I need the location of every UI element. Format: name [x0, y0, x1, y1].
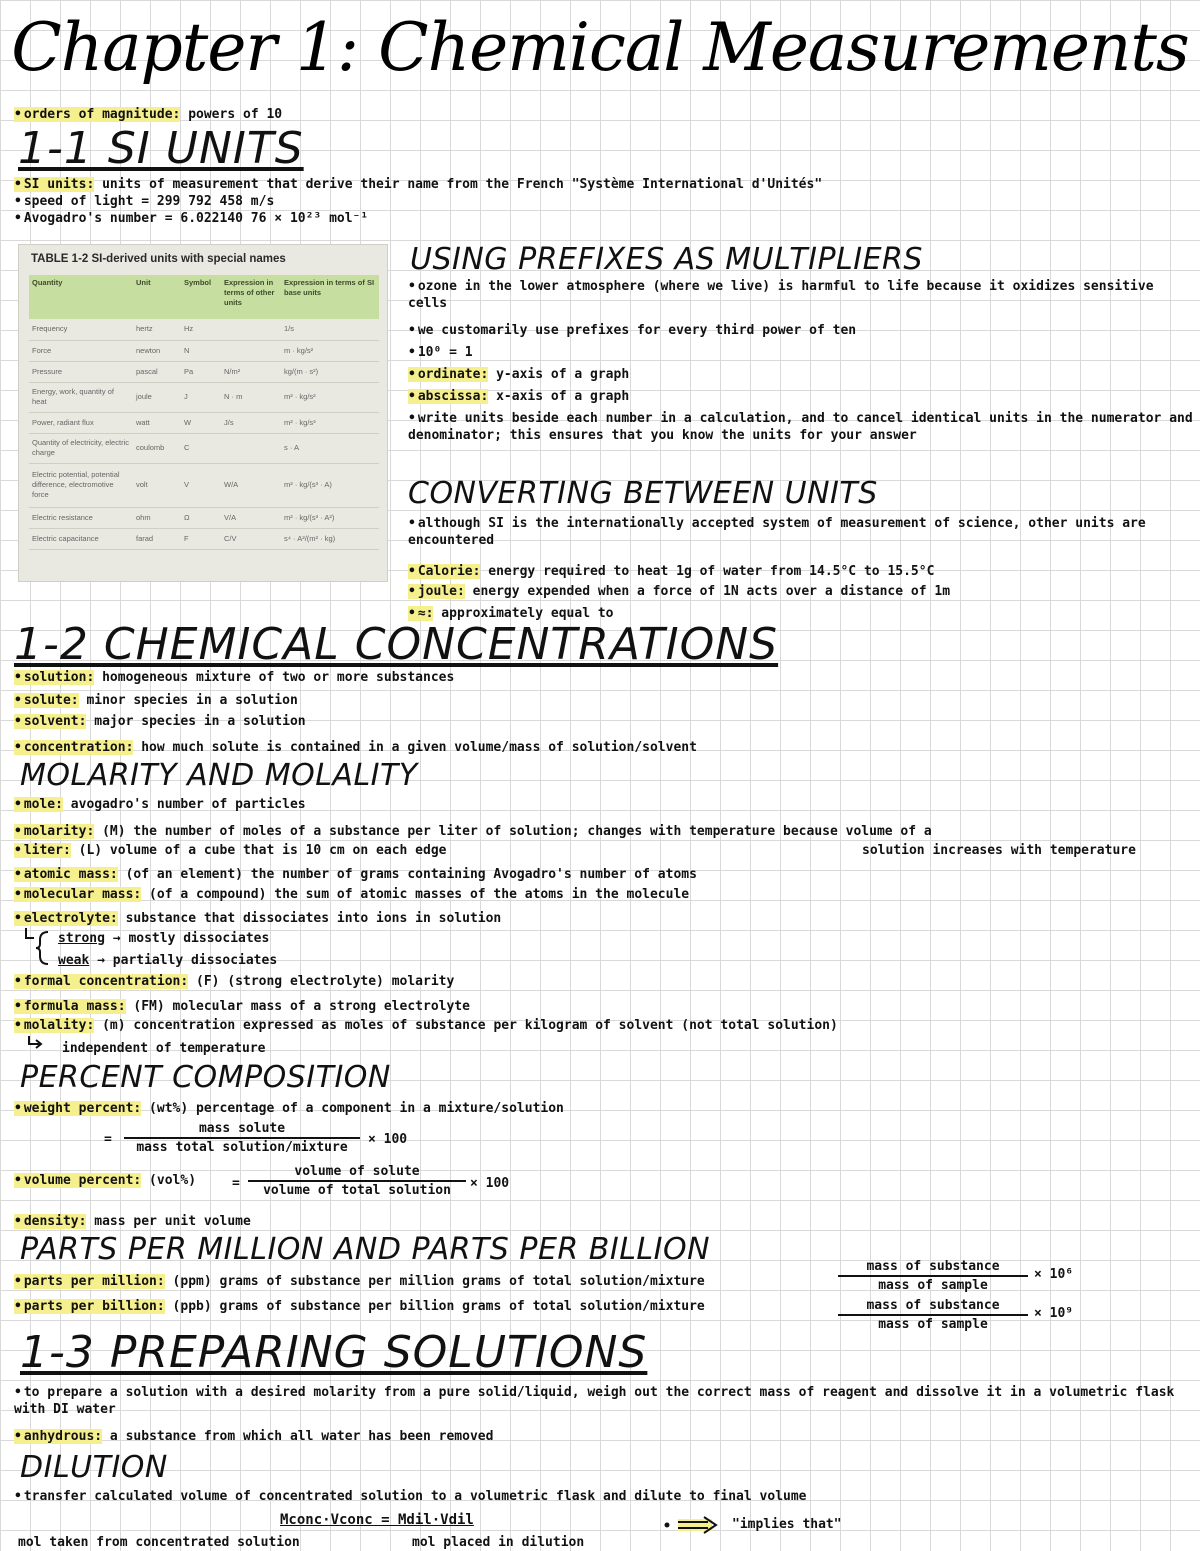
table-cell: m² · kg/s³ [281, 412, 379, 433]
note-term: • parts per million: [14, 1274, 165, 1289]
table-cell: m · kg/s² [281, 340, 379, 361]
note-text: (L) volume of a cube that is 10 cm on each edge [70, 843, 447, 858]
ppb-note [14, 1298, 705, 1315]
table-header: Quantity [29, 275, 133, 319]
note-text: approximately equal to [433, 606, 614, 621]
note-text: (M) the number of moles of a substance per liter of solution; changes with temperature because volume of a [94, 824, 932, 839]
note-text: powers of 10 [180, 107, 283, 122]
subsection-heading-ppm: PARTS PER MILLION AND PARTS PER BILLION [20, 1232, 711, 1267]
note-term: • density: [14, 1214, 86, 1229]
molarity-note [14, 886, 689, 903]
table-cell: C [181, 433, 221, 463]
prefix-note [408, 344, 473, 361]
section-heading-preparing-solutions: 1-3 PREPARING SOLUTIONS [20, 1327, 648, 1378]
table-cell: pascal [133, 361, 181, 382]
table-cell: ohm [133, 507, 181, 528]
si-derived-units-table [29, 275, 379, 550]
note-term [408, 323, 418, 338]
note-text: mass per unit volume [86, 1214, 251, 1229]
note-term [14, 1385, 24, 1400]
note-text: avogadro's number of particles [62, 797, 306, 812]
note-text: how much solute is contained in a given volume/mass of solution/solvent [133, 740, 697, 755]
note-text: although SI is the internationally accepted system of measurement of science, other units are encountered [408, 516, 1146, 548]
table-cell: Frequency [29, 319, 133, 340]
table-cell: W/A [221, 463, 281, 507]
section-heading-chemical-concentrations: 1-2 CHEMICAL CONCENTRATIONS [14, 619, 779, 670]
table-cell [221, 319, 281, 340]
table-cell: N · m [221, 382, 281, 412]
dilution-note [14, 1488, 807, 1505]
note-term [14, 1489, 24, 1504]
note-text: energy expended when a force of 1N acts over a distance of 1m [464, 584, 951, 599]
table-cell: Force [29, 340, 133, 361]
table-cell: N/m² [221, 361, 281, 382]
implies-arrow-icon [662, 1514, 726, 1536]
table-row [29, 507, 379, 528]
note-term: • molecular mass: [14, 887, 141, 902]
volume-percent-fraction [248, 1163, 466, 1199]
note-text: → partially dissociates [89, 953, 278, 968]
molarity-note [14, 823, 932, 840]
note-text: (ppb) grams of substance per billion grams of total solution/mixture [164, 1299, 705, 1314]
table-cell: Electric resistance [29, 507, 133, 528]
note-text: we customarily use prefixes for every third power of ten [417, 323, 857, 338]
fraction-denominator: mass total solution/mixture [124, 1137, 360, 1156]
table-cell: s⁴ · A²/(m² · kg) [281, 528, 379, 549]
note-term: • formula mass: [14, 999, 126, 1014]
note-text: y-axis of a graph [488, 367, 630, 382]
molarity-note [14, 973, 454, 990]
dilution-equation: Mconc·Vconc = Mdil·Vdil [280, 1512, 474, 1528]
table-cell: Hz [181, 319, 221, 340]
note-text: minor species in a solution [78, 693, 298, 708]
table-row [29, 340, 379, 361]
note-term: • joule: [408, 584, 465, 599]
molarity-note-continued [862, 842, 1136, 859]
molarity-note [14, 842, 446, 859]
note-term [408, 279, 418, 294]
table-cell: V [181, 463, 221, 507]
table-cell: kg/(m · s²) [281, 361, 379, 382]
prefix-note [408, 410, 1193, 444]
note-text: homogeneous mixture of two or more substances [94, 670, 455, 685]
subsection-heading-dilution: DILUTION [20, 1450, 168, 1485]
orders-of-magnitude-note [14, 106, 282, 123]
note-term [14, 194, 24, 209]
note-term: • anhydrous: [14, 1429, 102, 1444]
percent-note-volume [14, 1172, 196, 1189]
fraction-numerator: mass of substance [866, 1259, 1000, 1274]
concentration-note [14, 669, 454, 686]
note-text: units of measurement that derive their name from the French "Système International d'Unités" [94, 177, 823, 192]
molarity-note [14, 998, 470, 1015]
multiplier: × 100 [368, 1132, 408, 1147]
table-cell [221, 340, 281, 361]
note-term: • SI units: [14, 177, 94, 192]
table-cell: m² · kg/s² [281, 382, 379, 412]
note-text: major species in a solution [86, 714, 306, 729]
equals-sign: = [104, 1132, 112, 1147]
note-text: x-axis of a graph [488, 389, 630, 404]
si-note [14, 176, 822, 193]
table-row [29, 361, 379, 382]
table-row [29, 412, 379, 433]
table-cell: N [181, 340, 221, 361]
note-text: to prepare a solution with a desired molarity from a pure solid/liquid, weigh out the correct mass of reagent and dissolve it in a volumetric flask with DI water [14, 1385, 1175, 1417]
note-term: • concentration: [14, 740, 133, 755]
multiplier: × 10⁶ [1034, 1267, 1074, 1282]
table-row [29, 528, 379, 549]
table-cell: Ω [181, 507, 221, 528]
dilution-left-label: mol taken from concentrated solution [18, 1535, 300, 1550]
note-text: = 6.022140 76 × 10²³ mol⁻¹ [156, 211, 369, 226]
note-term: weak [58, 953, 90, 968]
note-term: strong [58, 931, 105, 946]
implies-note: "implies that" [732, 1517, 842, 1532]
note-term [408, 345, 418, 360]
prefix-note [408, 278, 1188, 312]
table-header: Unit [133, 275, 181, 319]
preparing-note [14, 1384, 1184, 1418]
concentration-note [14, 713, 306, 730]
note-text: (FM) molecular mass of a strong electrolyte [125, 999, 470, 1014]
sub-arrow-icon [26, 1034, 56, 1054]
table-row [29, 433, 379, 463]
note-text: speed of light = 299 792 458 m/s [23, 194, 275, 209]
note-text: (ppm) grams of substance per million grams of total solution/mixture [164, 1274, 705, 1289]
note-term: • atomic mass: [14, 867, 118, 882]
note-text: solution increases with temperature [862, 843, 1136, 858]
dilution-right-label: mol placed in dilution [412, 1535, 585, 1550]
note-text: energy required to heat 1g of water from 14.5°C to 15.5°C [480, 564, 935, 579]
note-text: transfer calculated volume of concentrated solution to a volumetric flask and dilute to final volume [23, 1489, 807, 1504]
note-term: • molality: [14, 1018, 94, 1033]
fraction-numerator: mass solute [198, 1121, 286, 1136]
note-text: (vol%) [141, 1173, 197, 1188]
subsection-heading-prefixes: USING PREFIXES AS MULTIPLIERS [410, 242, 923, 277]
table-cell: Quantity of electricity, electric charge [29, 433, 133, 463]
table-cell: newton [133, 340, 181, 361]
subsection-heading-converting: CONVERTING BETWEEN UNITS [408, 476, 878, 511]
si-note [14, 210, 368, 227]
subsection-heading-percent: PERCENT COMPOSITION [20, 1060, 391, 1095]
si-derived-units-table-photo [18, 244, 388, 582]
note-text: write units beside each number in a calculation, and to cancel identical units in the numerator and denominator; this ensures that you know the units for your answer [408, 411, 1193, 443]
converting-note [408, 563, 934, 580]
molarity-note [14, 796, 306, 813]
table-cell: J/s [221, 412, 281, 433]
molarity-note-weak [58, 952, 277, 969]
table-cell: hertz [133, 319, 181, 340]
table-cell: watt [133, 412, 181, 433]
note-term: • liter: [14, 843, 71, 858]
multiplier: × 100 [470, 1176, 510, 1191]
fraction-denominator: volume of total solution [248, 1180, 466, 1199]
table-row [29, 382, 379, 412]
note-term: • parts per billion: [14, 1299, 165, 1314]
percent-note-density [14, 1213, 251, 1230]
molarity-note [62, 1040, 266, 1057]
molarity-note [14, 1017, 838, 1034]
table-cell: Pressure [29, 361, 133, 382]
note-text: a substance from which all water has been removed [102, 1429, 494, 1444]
preparing-note [14, 1428, 493, 1445]
table-cell: J [181, 382, 221, 412]
note-text: (of a compound) the sum of atomic masses of the atoms in the molecule [141, 887, 690, 902]
table-cell: F [181, 528, 221, 549]
ppm-note [14, 1273, 705, 1290]
table-cell: Power, radiant flux [29, 412, 133, 433]
table-row [29, 463, 379, 507]
note-term: • solution: [14, 670, 94, 685]
note-term: • solvent: [14, 714, 86, 729]
prefix-note [408, 388, 629, 405]
prefix-note [408, 366, 629, 383]
table-cell: volt [133, 463, 181, 507]
page-title: Chapter 1: Chemical Measurements [11, 9, 1189, 86]
note-text: (wt%) percentage of a component in a mixture/solution [141, 1101, 564, 1116]
note-term: • molarity: [14, 824, 94, 839]
table-cell: s · A [281, 433, 379, 463]
note-term: • mole: [14, 797, 63, 812]
table-header: Expression in terms of SI base units [281, 275, 379, 319]
note-term: • electrolyte: [14, 911, 118, 926]
note-text: independent of temperature [62, 1041, 266, 1056]
note-term [408, 516, 418, 531]
note-term: • Avogadro's number [14, 211, 157, 226]
note-text: 10⁰ = 1 [417, 345, 473, 360]
si-note [14, 193, 274, 210]
concentration-note [14, 692, 298, 709]
table-row [29, 319, 379, 340]
table-cell: V/A [221, 507, 281, 528]
fraction-denominator: mass of sample [838, 1314, 1028, 1333]
table-header: Symbol [181, 275, 221, 319]
note-term: • weight percent: [14, 1101, 141, 1116]
converting-note [408, 515, 1178, 549]
table-cell: 1/s [281, 319, 379, 340]
table-cell: C/V [221, 528, 281, 549]
equals-sign: = [232, 1176, 240, 1191]
subsection-heading-molarity: MOLARITY AND MOLALITY [20, 758, 418, 793]
note-text: ozone in the lower atmosphere (where we live) is harmful to life because it oxidizes sensitive cells [408, 279, 1154, 311]
table-cell: m² · kg/(s³ · A) [281, 463, 379, 507]
note-term: • formal concentration: [14, 974, 188, 989]
ppm-fraction [838, 1258, 1028, 1294]
molarity-note-strong [58, 930, 269, 947]
fraction-numerator: volume of solute [294, 1164, 420, 1179]
note-term [408, 411, 418, 426]
note-text: (of an element) the number of grams containing Avogadro's number of atoms [117, 867, 697, 882]
concentration-note [14, 739, 697, 756]
prefix-note [408, 322, 856, 339]
table-cell [221, 433, 281, 463]
table-cell: m² · kg/(s³ · A²) [281, 507, 379, 528]
table-cell: coulomb [133, 433, 181, 463]
molarity-note [14, 866, 697, 883]
table-cell: W [181, 412, 221, 433]
table-cell: Energy, work, quantity of heat [29, 382, 133, 412]
note-term: • Calorie: [408, 564, 480, 579]
ppb-fraction [838, 1297, 1028, 1333]
table-header: Expression in terms of other units [221, 275, 281, 319]
note-term: • ordinate: [408, 367, 488, 382]
note-text: (F) (strong electrolyte) molarity [188, 974, 455, 989]
table-cell: Electric potential, potential difference, electromotive force [29, 463, 133, 507]
multiplier: × 10⁹ [1034, 1306, 1074, 1321]
note-term: • orders of magnitude: [14, 107, 180, 122]
table-cell: farad [133, 528, 181, 549]
note-term: • ≈: [408, 606, 433, 621]
weight-percent-fraction [124, 1120, 360, 1156]
table-caption: TABLE 1-2 SI-derived units with special names [31, 253, 286, 265]
converting-note [408, 583, 950, 600]
note-text: substance that dissociates into ions in solution [117, 911, 502, 926]
table-cell: Electric capacitance [29, 528, 133, 549]
fraction-denominator: mass of sample [838, 1275, 1028, 1294]
note-term: • volume percent: [14, 1173, 141, 1188]
note-text: (m) concentration expressed as moles of substance per kilogram of solvent (not total solution) [94, 1018, 838, 1033]
note-text: → mostly dissociates [104, 931, 270, 946]
table-cell: joule [133, 382, 181, 412]
fraction-numerator: mass of substance [866, 1298, 1000, 1313]
note-term: • solute: [14, 693, 79, 708]
section-heading-si-units: 1-1 SI UNITS [18, 123, 304, 174]
molarity-note [14, 910, 501, 927]
table-cell: Pa [181, 361, 221, 382]
percent-note-weight [14, 1100, 564, 1117]
note-term: • abscissa: [408, 389, 488, 404]
